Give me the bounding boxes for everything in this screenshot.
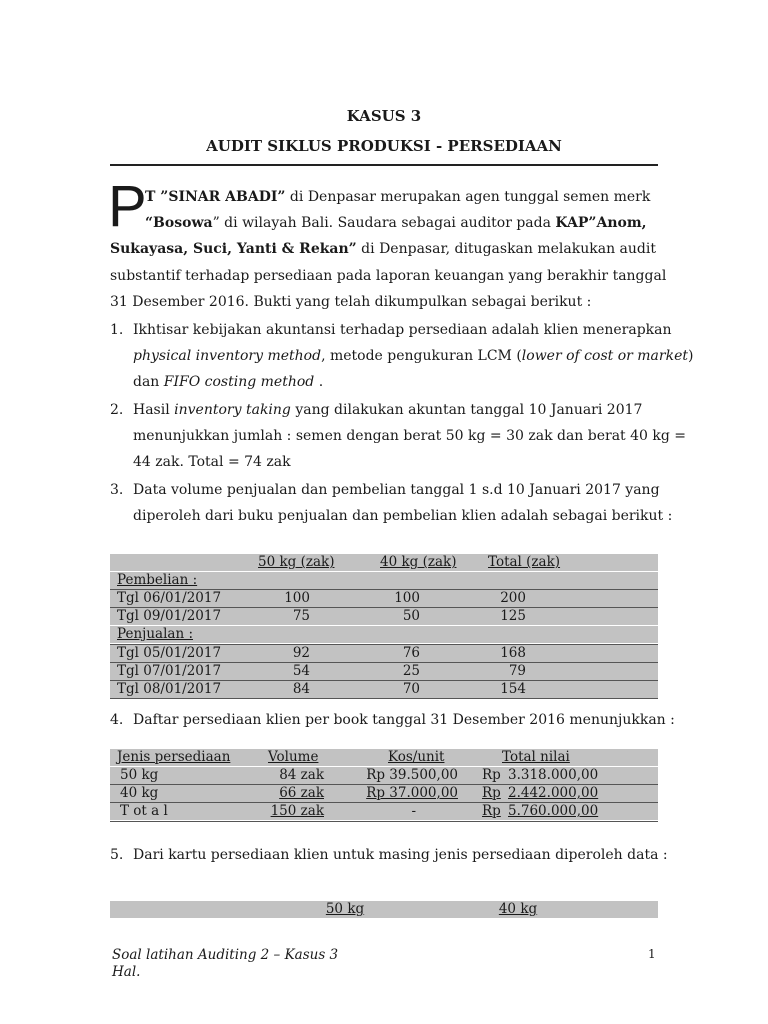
table-row bbox=[110, 663, 658, 680]
row-label: Tgl 05/01/2017 bbox=[117, 645, 222, 661]
column-header: 50 kg bbox=[325, 901, 365, 917]
item5-line-1: Dari kartu persediaan klien untuk masing jenis persediaan diperoleh data : bbox=[133, 847, 668, 863]
currency: Rp bbox=[482, 767, 501, 783]
italic-term: FIFO costing method bbox=[163, 374, 315, 390]
group-label: Penjualan : bbox=[117, 626, 193, 642]
column-header: Kos/unit bbox=[388, 749, 445, 765]
footer-text bbox=[112, 947, 338, 981]
cell-value: Rp 37.000,00 bbox=[366, 785, 458, 801]
item-text: Hasil bbox=[133, 402, 175, 418]
currency: Rp bbox=[482, 803, 501, 819]
item-text: , metode pengukuran LCM ( bbox=[321, 348, 522, 364]
item-number: 4. bbox=[110, 712, 124, 728]
item4-line-1: Daftar persediaan klien per book tanggal 31 Desember 2016 menunjukkan : bbox=[133, 712, 675, 728]
item-text: dan bbox=[133, 374, 164, 390]
table-row bbox=[110, 681, 658, 698]
item-text: . bbox=[314, 374, 324, 390]
cell-value: 50 bbox=[402, 608, 420, 624]
title-rule bbox=[110, 164, 658, 166]
cell-value: 200 bbox=[500, 590, 526, 606]
cell-value: 125 bbox=[500, 608, 526, 624]
item3-line-1: Data volume penjualan dan pembelian tanggal 1 s.d 10 Januari 2017 yang bbox=[133, 482, 660, 498]
cell-value: 3.318.000,00 bbox=[508, 767, 599, 783]
column-header: Jenis persediaan bbox=[117, 749, 231, 765]
cell-value: 168 bbox=[500, 645, 526, 661]
italic-term: physical inventory method bbox=[133, 348, 322, 364]
intro-text: ” di wilayah Bali. Saudara sebagai auditor pada bbox=[212, 215, 556, 231]
cell-value: 92 bbox=[292, 645, 310, 661]
drop-cap: P bbox=[108, 174, 147, 239]
item2-line-2: menunjukkan jumlah : semen dengan berat 50 kg = 30 zak dan berat 40 kg = bbox=[133, 428, 687, 444]
column-header: Total nilai bbox=[502, 749, 570, 765]
footer-line: Soal latihan Auditing 2 – Kasus 3 bbox=[112, 947, 339, 963]
row-label: Tgl 07/01/2017 bbox=[117, 663, 222, 679]
purchase-sales-table bbox=[110, 554, 658, 699]
inventory-list-table bbox=[110, 749, 658, 822]
item-number: 5. bbox=[110, 847, 124, 863]
column-header: Total (zak) bbox=[488, 554, 561, 570]
item-number: 1. bbox=[110, 322, 124, 338]
page-subtitle: AUDIT SIKLUS PRODUKSI - PERSEDIAAN bbox=[206, 137, 562, 155]
page-title: KASUS 3 bbox=[346, 107, 422, 125]
item-text: yang dilakukan akuntan tanggal 10 Januari 2017 bbox=[290, 402, 643, 418]
cell-value: 84 zak bbox=[279, 767, 324, 783]
table-row bbox=[110, 785, 658, 802]
cell-value: 150 zak bbox=[270, 803, 324, 819]
item2-line-1 bbox=[133, 402, 642, 418]
firm-name-cont: Sukayasa, Suci, Yanti & Rekan” bbox=[110, 241, 357, 257]
column-header: 40 kg bbox=[498, 901, 538, 917]
table-header-row bbox=[110, 749, 658, 766]
brand-name: “Bosowa bbox=[145, 215, 213, 231]
stock-card-table bbox=[110, 901, 658, 918]
currency: Rp bbox=[482, 785, 501, 801]
table-header-row bbox=[110, 554, 658, 571]
item-text: ) bbox=[688, 348, 694, 364]
intro-text: di Denpasar, ditugaskan melakukan audit bbox=[356, 241, 656, 257]
row-label: 50 kg bbox=[120, 767, 159, 783]
footer-line: Hal. bbox=[112, 964, 141, 980]
cell-value: 84 bbox=[292, 681, 310, 697]
item1-line-2 bbox=[133, 348, 693, 364]
cell-value: 2.442.000,00 bbox=[508, 785, 599, 801]
page-number: 1 bbox=[648, 947, 656, 961]
cell-value: 75 bbox=[292, 608, 310, 624]
item-number: 2. bbox=[110, 402, 124, 418]
table-row bbox=[110, 590, 658, 607]
intro-line-3 bbox=[110, 241, 656, 257]
group-row bbox=[110, 572, 658, 589]
intro-text: di Denpasar merupakan agen tunggal semen merk bbox=[285, 189, 651, 205]
item1-line-3 bbox=[133, 374, 323, 390]
row-label: 40 kg bbox=[120, 785, 159, 801]
table-row bbox=[110, 803, 658, 820]
table-row bbox=[110, 645, 658, 662]
cell-value: 66 zak bbox=[279, 785, 324, 801]
row-label: Tgl 06/01/2017 bbox=[117, 590, 222, 606]
row-label: Tgl 08/01/2017 bbox=[117, 681, 222, 697]
cell-value: 100 bbox=[394, 590, 420, 606]
italic-term: lower of cost or market bbox=[521, 348, 688, 364]
group-label: Pembelian : bbox=[117, 572, 198, 588]
firm-name: KAP”Anom, bbox=[555, 215, 647, 231]
intro-line-4: substantif terhadap persediaan pada laporan keuangan yang berakhir tanggal bbox=[110, 268, 667, 284]
intro-line-1 bbox=[145, 189, 650, 205]
column-header: 40 kg (zak) bbox=[380, 554, 457, 570]
cell-value: 79 bbox=[508, 663, 526, 679]
intro-line-5: 31 Desember 2016. Bukti yang telah dikumpulkan sebagai berikut : bbox=[110, 294, 592, 310]
row-label: T ot a l bbox=[120, 803, 168, 819]
cell-value: - bbox=[411, 803, 416, 819]
cell-value: 70 bbox=[402, 681, 420, 697]
cell-value: 154 bbox=[500, 681, 526, 697]
cell-value: Rp 39.500,00 bbox=[366, 767, 458, 783]
cell-value: 54 bbox=[292, 663, 310, 679]
cell-value: 5.760.000,00 bbox=[508, 803, 599, 819]
item1-line-1: Ikhtisar kebijakan akuntansi terhadap persediaan adalah klien menerapkan bbox=[133, 322, 672, 338]
cell-value: 76 bbox=[402, 645, 420, 661]
column-header: Volume bbox=[268, 749, 319, 765]
row-label: Tgl 09/01/2017 bbox=[117, 608, 222, 624]
company-name: T ”SINAR ABADI” bbox=[145, 189, 286, 205]
table-row bbox=[110, 767, 658, 784]
item3-line-2: diperoleh dari buku penjualan dan pembelian klien adalah sebagai berikut : bbox=[133, 508, 673, 524]
item-number: 3. bbox=[110, 482, 124, 498]
cell-value: 25 bbox=[402, 663, 420, 679]
group-row bbox=[110, 626, 658, 643]
column-header: 50 kg (zak) bbox=[258, 554, 335, 570]
cell-value: 100 bbox=[284, 590, 310, 606]
item2-line-3: 44 zak. Total = 74 zak bbox=[133, 454, 291, 470]
intro-line-2 bbox=[145, 215, 647, 231]
italic-term: inventory taking bbox=[174, 402, 291, 418]
table-row bbox=[110, 608, 658, 625]
table-header-row bbox=[110, 901, 658, 918]
